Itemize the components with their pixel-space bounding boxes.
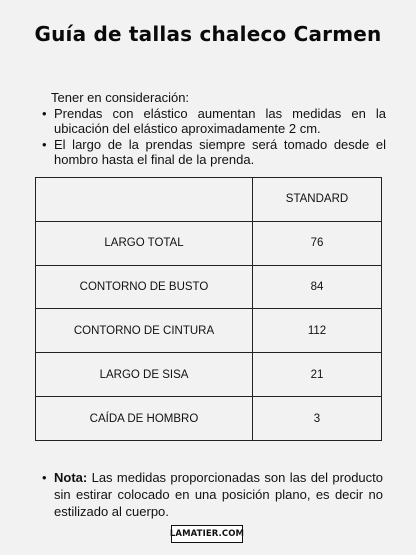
table-row (36, 397, 382, 441)
note-section (42, 469, 383, 520)
considerations-list (42, 106, 386, 168)
row-value: 21 (253, 353, 382, 397)
table-row (36, 221, 382, 265)
table-row (36, 265, 382, 309)
table-row (36, 309, 382, 353)
size-table (35, 177, 382, 441)
row-label: LARGO TOTAL (36, 221, 253, 265)
row-label: CAÍDA DE HOMBRO (36, 397, 253, 441)
table-header-row (36, 178, 382, 222)
note-item (42, 469, 383, 520)
table-header-empty (36, 178, 253, 222)
consideration-item: • Prendas con elástico aumentan las medidas en la ubicación del elástico aproximadamente 2 cm. (42, 106, 386, 137)
row-label: LARGO DE SISA (36, 353, 253, 397)
table-row (36, 353, 382, 397)
page-title: Guía de tallas chaleco Carmen (34, 22, 382, 46)
consideration-item: • El largo de la prendas siempre será tomado desde el hombro hasta el final de la prenda. (42, 137, 386, 168)
row-value: 76 (253, 221, 382, 265)
row-label: CONTORNO DE CINTURA (36, 309, 253, 353)
considerations-intro: Tener en consideración: (51, 90, 190, 105)
row-label: CONTORNO DE BUSTO (36, 265, 253, 309)
table-header-standard: STANDARD (253, 178, 382, 222)
note-text: Las medidas proporcionadas son las del producto sin estirar colocado en una posición plano, es decir no estilizado al cuerpo. (54, 470, 383, 519)
row-value: 84 (253, 265, 382, 309)
note-list (42, 469, 383, 520)
note-label: Nota: (54, 470, 88, 485)
row-value: 3 (253, 397, 382, 441)
considerations-section (42, 90, 386, 168)
brand-logo: LAMATIER.COM (171, 525, 243, 543)
row-value: 112 (253, 309, 382, 353)
